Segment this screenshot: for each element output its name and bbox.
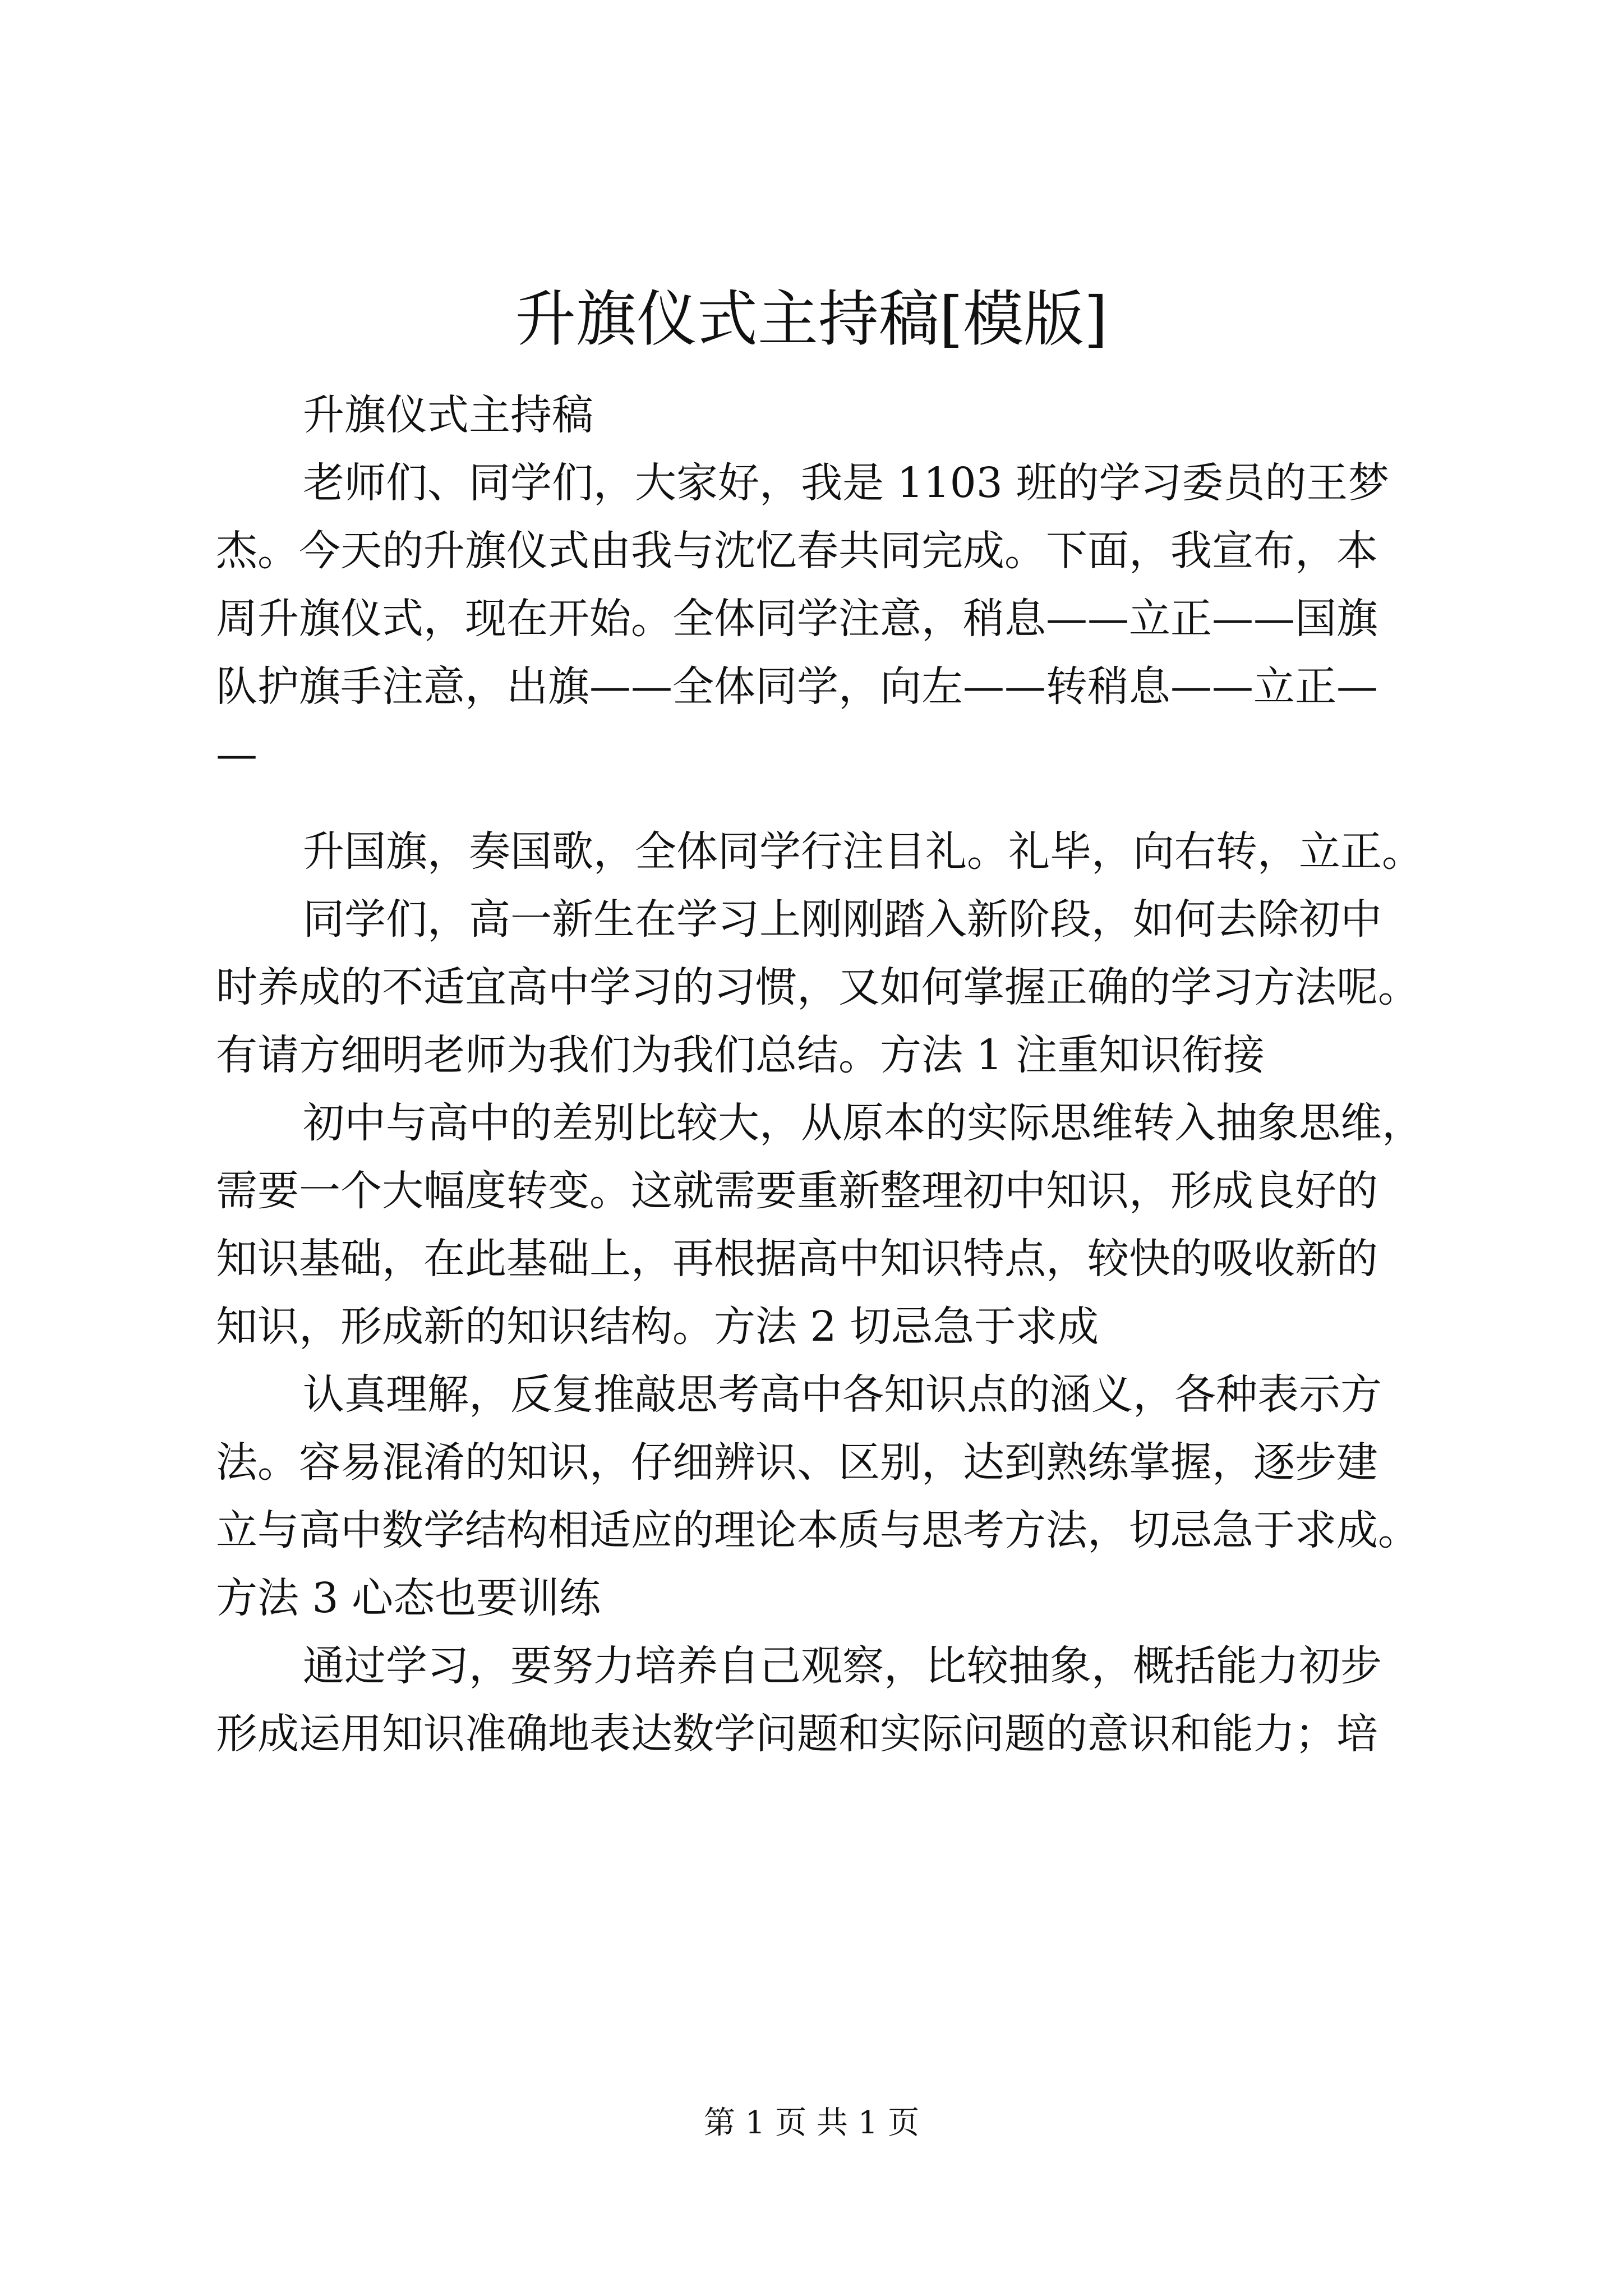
page-footer: 第 1 页 共 1 页 xyxy=(703,2105,920,2141)
body-line: 立与高中数学结构相适应的理论本质与思考方法，切忌急于求成。 xyxy=(216,1506,1419,1554)
body-line: 初中与高中的差别比较大，从原本的实际思维转入抽象思维， xyxy=(303,1099,1423,1147)
body-line: 周升旗仪式，现在开始。全体同学注意，稍息——立正——国旗 xyxy=(216,595,1378,643)
body-line: 升国旗，奏国歌，全体同学行注目礼。礼毕，向右转，立正。 xyxy=(303,827,1423,876)
body-line: 老师们、同学们，大家好，我是 1103 班的学习委员的王梦 xyxy=(303,459,1390,507)
body-line: 升旗仪式主持稿 xyxy=(303,391,593,439)
body-line: 方法 3 心态也要训练 xyxy=(216,1574,601,1622)
body-line: 知识基础，在此基础上，再根据高中知识特点，较快的吸收新的 xyxy=(216,1235,1378,1283)
body-line: 认真理解，反复推敲思考高中各知识点的涵义，各种表示方 xyxy=(303,1370,1382,1419)
body-line: 知识，形成新的知识结构。方法 2 切忌急于求成 xyxy=(216,1303,1099,1351)
body-line: 法。容易混淆的知识，仔细辨识、区别，达到熟练掌握，逐步建 xyxy=(216,1438,1378,1487)
document-title: 升旗仪式主持稿[模版] xyxy=(515,284,1108,355)
body-line: 通过学习，要努力培养自己观察，比较抽象，概括能力初步 xyxy=(303,1642,1382,1690)
body-line: 杰。今天的升旗仪式由我与沈忆春共同完成。下面，我宣布，本 xyxy=(216,527,1378,575)
body-line: 时养成的不适宜高中学习的习惯，又如何掌握正确的学习方法呢。 xyxy=(216,963,1419,1011)
document-body xyxy=(216,381,1422,1768)
body-line: 同学们，高一新生在学习上刚刚踏入新阶段，如何去除初中 xyxy=(303,895,1382,944)
body-line: 队护旗手注意，出旗——全体同学，向左——转稍息——立正— xyxy=(216,662,1378,711)
body-line: 需要一个大幅度转变。这就需要重新整理初中知识，形成良好的 xyxy=(216,1167,1378,1215)
body-line: — xyxy=(216,730,257,779)
body-line: 形成运用知识准确地表达数学问题和实际问题的意识和能力；培 xyxy=(216,1710,1378,1758)
body-line: 有请方细明老师为我们为我们总结。方法 1 注重知识衔接 xyxy=(216,1031,1265,1079)
